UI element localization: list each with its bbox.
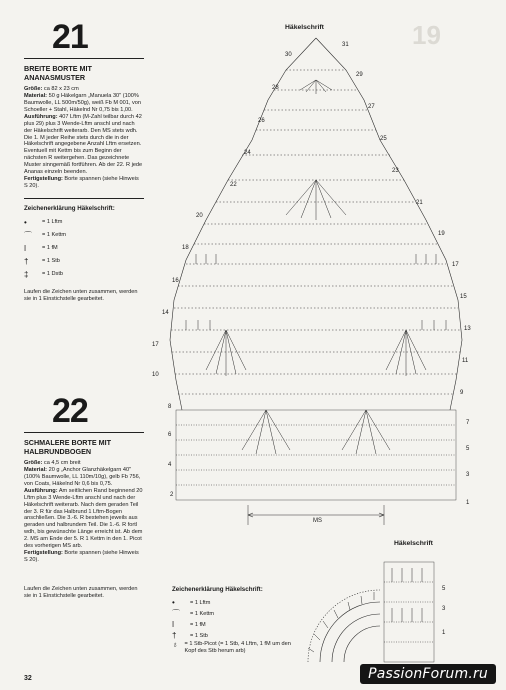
pattern-21-title [24,65,144,82]
row-number: 21 [416,200,423,206]
row-number: 10 [152,372,159,378]
row-number: 19 [438,231,445,237]
single-crochet-icon: ǀ [172,620,175,629]
row-number: 5 [442,586,446,592]
legend-text: = 1 Stb [190,632,208,639]
single-crochet-icon: ǀ [24,243,27,253]
divider [24,58,144,59]
forum-logo: PassionForum.ru [360,664,496,684]
row-number: 18 [182,245,189,251]
title-line-2: ANANASMUSTER [24,72,86,82]
row-number: 3 [442,606,446,612]
execution-label: Ausführung: [24,487,58,494]
row-number: 7 [466,420,470,426]
legend-text: = 1 Stb-Picot (= 1 Stb, 4 Lftm, 1 fM um den Kopf des Stb herum arb) [184,641,291,654]
row-number: 31 [342,42,349,48]
row-number: 3 [466,472,470,478]
chart-22-legend [172,580,302,657]
pattern-22-note: Laufen die Zeichen unten zusammen, werden sie in 1 Einstichstelle gearbeitet. [24,585,138,599]
material-value: 20 g „Anchor Glanzhäkelgarn 40" (100% Baumwolle, LL 110m/10g), gelb Fb 756, von Coats, Häkelnd Nr 0,6 bis 0,75. [24,467,141,487]
material-label: Material: [24,467,48,474]
row-number: 24 [244,150,251,156]
row-number: 16 [172,278,179,284]
row-number: 1 [442,630,446,636]
legend-item [24,255,144,268]
row-number: 9 [460,390,464,396]
row-number: 17 [452,262,459,268]
legend-item [24,268,144,281]
row-number: 30 [285,52,292,58]
chart-21-repeat-label: MS [313,518,322,524]
legend-list [24,216,144,281]
legend-text: = 1 fM [42,245,58,252]
row-number: 22 [230,182,237,188]
size-label: Größe: [24,460,43,467]
size-value: ca 82 x 23 cm [43,86,79,93]
chain-stitch-icon: • [24,217,27,227]
row-number: 27 [368,104,375,110]
page-number: 32 [24,675,32,682]
row-number: 14 [162,310,169,316]
legend-text: = 1 Kettm [190,610,215,617]
legend-item [172,619,302,630]
double-crochet-icon: † [24,256,29,266]
treble-crochet-icon: ‡ [24,269,29,279]
legend-item [172,641,302,657]
chart-21-title: Häkelschrift [285,24,324,31]
pattern-21-number: 21 [52,18,88,56]
picot-icon: ♁ [172,640,178,649]
row-number: 26 [258,118,265,124]
title-line-1: SCHMALERE BORTE MIT [24,438,112,447]
finish-label: Fertigstellung: [24,549,63,556]
chart-22-title: Häkelschrift [394,540,433,547]
legend-title: Zeichenerklärung Häkelschrift: [172,586,263,593]
chain-stitch-icon: • [172,598,175,607]
execution-value: Am seitlichen Rand beginnend 20 Lftm plus 3 Wende-Lftm anschl und nach der Häkelschrift weiterarb. Nach dem geraden Teil der 3. R für das Halbrund 1 Lftm-Bogen anschließen. Die 3.-6. R bestehen jeweils aus geraden und halbrundem Teil. Die 1.-6. R fortl wdh, bis gewünschte Länge erreicht ist. Ab dem 2. MS am Ende der 5. R 1 Kettm in den 1. Picot des vorherigen MS arb. [24,487,143,550]
pattern-22-number: 22 [52,392,88,430]
row-number: 6 [168,432,172,438]
material-value: 50 g Häkelgarn „Manuela 30" (100% Baumwolle, LL 500m/50g), weiß Fb M 001, von Schoeller + Stahl, Häkelnd Nr 0,75 bis 1,00. [24,93,142,113]
divider [24,198,144,199]
legend-text: = 1 Kettm [42,232,67,239]
slip-stitch-icon: ⌒ [172,609,180,618]
legend-item [172,597,302,608]
double-crochet-icon: † [172,631,177,640]
legend-item [24,216,144,229]
row-number: 8 [168,404,172,410]
pattern-22-body [24,460,144,564]
row-number: 4 [168,462,172,468]
chart-22-diagram [300,552,460,667]
pattern-22-title [24,439,144,456]
legend-text: = 1 Stb [42,258,60,265]
legend-text: = 1 Dstb [42,271,63,278]
row-number: 29 [356,72,363,78]
row-number: 17 [152,342,159,348]
pattern-21-description [24,14,144,302]
divider [24,432,144,433]
row-number: 1 [466,500,470,506]
pattern-21-note: Laufen die Zeichen unten zusammen, werden sie in 1 Einstichstelle gearbeitet. [24,288,138,302]
row-number: 15 [460,294,467,300]
legend-item [24,229,144,242]
title-line-2: HALBRUNDBOGEN [24,446,92,456]
legend-title: Zeichenerklärung Häkelschrift: [24,204,115,212]
row-number: 2 [170,492,174,498]
legend-text: = 1 Lftm [42,219,63,226]
row-number: 20 [196,213,203,219]
legend-text: = 1 fM [190,621,206,628]
row-number: 13 [464,326,471,332]
legend-text: = 1 Lftm [190,599,211,606]
finish-value: Borte spannen (siehe Hinweis S 20). [24,549,139,563]
chart-21-diagram [156,30,476,530]
material-label: Material: [24,93,48,100]
pattern-22-description [24,388,144,599]
row-number: 25 [380,136,387,142]
legend-item [172,608,302,619]
execution-value: 407 Lftm (M-Zahl teilbar durch 42 plus 29) plus 3 Wende-Lftm anschl und nach der Häkelschrift weiterarb. Den MS stets wdh. Die 1. M jeder Reihe stets durch die in der Häkelschrift angegebene Anzahl Lftm ersetzen. Eventuell mit Kettm bis zum Beginn der nächsten R weitergehen. Das gezeichnete Muster sinngemäß fortführen. Ab der 22. R jede Ananas einzeln beenden. [24,113,143,176]
size-label: Größe: [24,86,43,93]
slip-stitch-icon: ⌒ [24,230,32,240]
size-value: ca 4,5 cm breit [43,460,81,467]
row-number: 28 [272,85,279,91]
row-number: 5 [466,446,470,452]
finish-value: Borte spannen (siehe Hinweis S 20). [24,175,139,189]
legend-item [24,242,144,255]
pattern-21-body [24,86,144,190]
row-number: 11 [462,358,469,364]
title-line-1: BREITE BORTE MIT [24,64,92,73]
finish-label: Fertigstellung: [24,175,63,182]
execution-label: Ausführung: [24,113,58,120]
legend-item [172,630,302,641]
watermark-page-number: 19 [412,20,441,50]
row-number: 23 [392,168,399,174]
